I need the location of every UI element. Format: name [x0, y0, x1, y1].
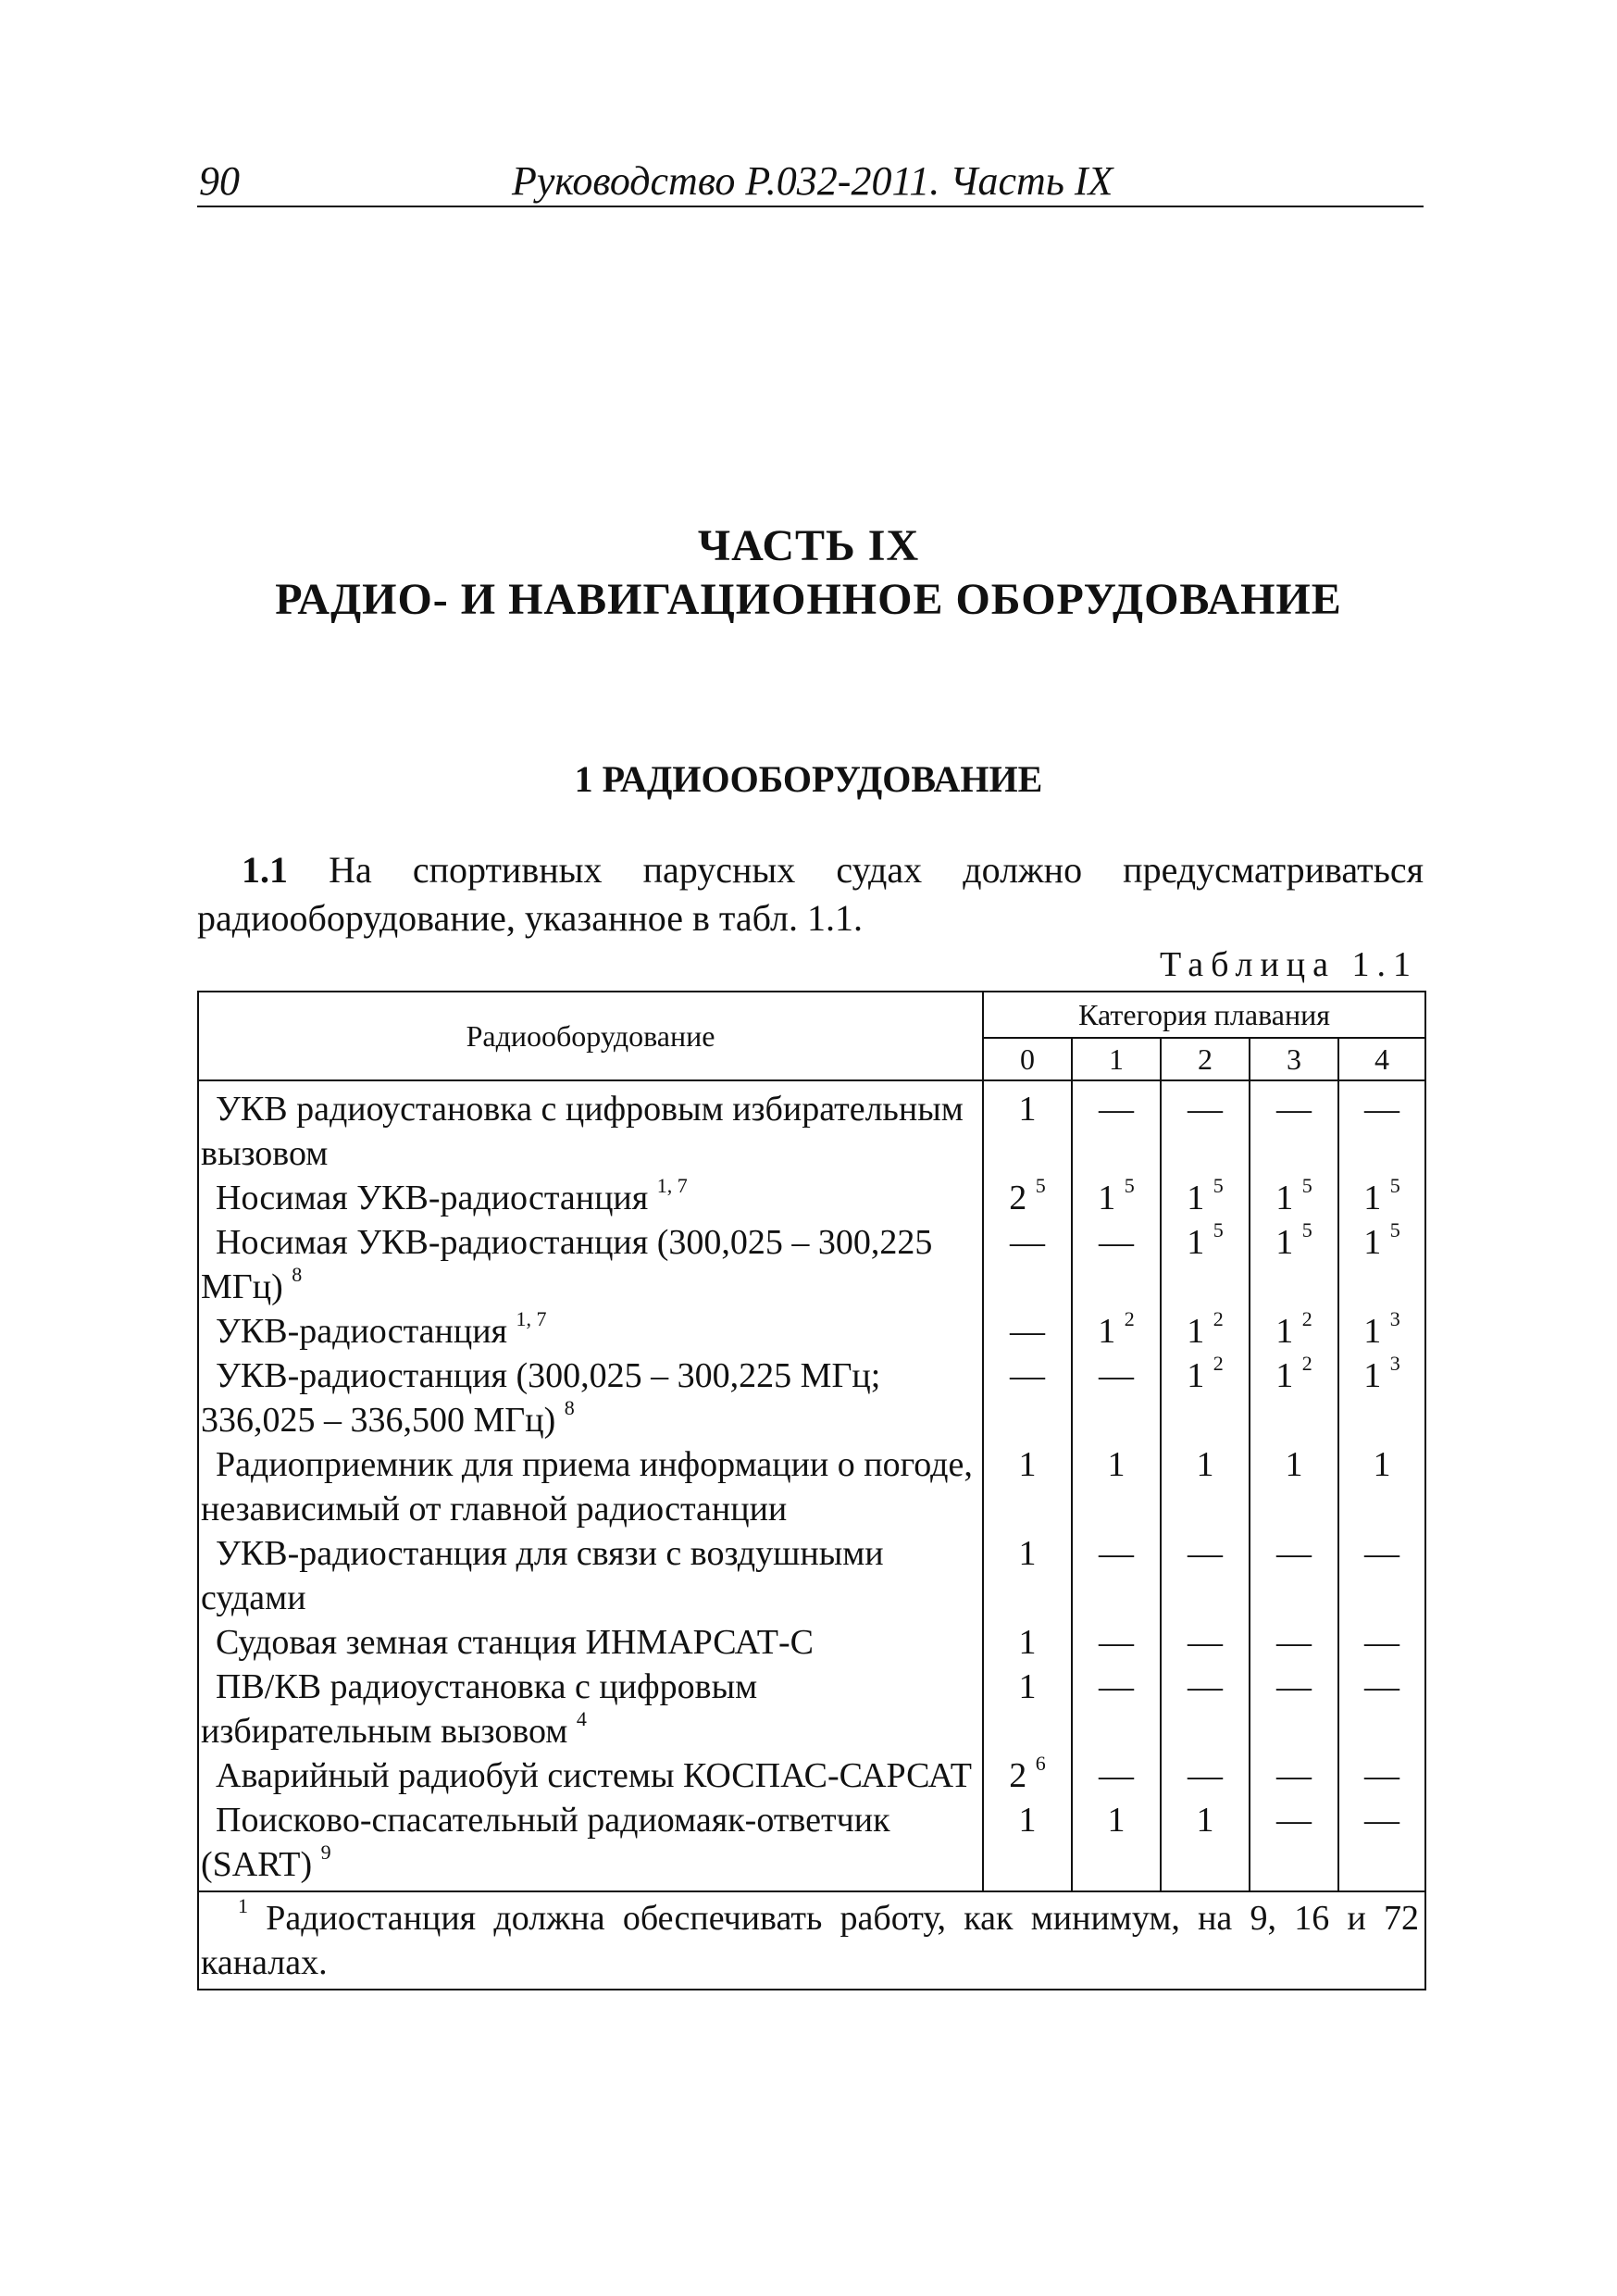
table-row — [198, 1354, 1425, 1442]
equipment-name: Радиоприемник для приема информации о погоде, независимый от главной радиостанции — [201, 1445, 973, 1529]
category-value-note-ref: 5 — [1213, 1174, 1224, 1198]
equipment-name: Поисково-спасательный радиомаяк-ответчик (SART) — [201, 1801, 890, 1884]
table-caption: Таблица 1.1 — [1159, 945, 1418, 984]
paragraph-text: На спортивных парусных судах должно предусматриваться радиооборудование, указанное в табл. 1.1. — [197, 849, 1424, 939]
equipment-name-cell — [198, 1354, 983, 1442]
category-value-cell — [1250, 1531, 1338, 1620]
category-value: 1 — [1018, 1667, 1037, 1706]
equipment-name: УКВ-радиостанция (300,025 – 300,225 МГц; 336,025 – 336,500 МГц) — [201, 1356, 881, 1440]
equipment-note-ref: 8 — [292, 1263, 303, 1287]
equipment-name-cell — [198, 1665, 983, 1753]
category-value-cell — [983, 1176, 1072, 1220]
category-value-note-ref: 5 — [1389, 1174, 1400, 1198]
table-row — [198, 1080, 1425, 1176]
category-value: — — [1099, 1223, 1134, 1262]
category-value: — — [1364, 1756, 1400, 1795]
running-title: Руководство Р.032-2011. Часть IX — [512, 158, 1113, 204]
category-value-cell — [983, 1354, 1072, 1442]
category-value: — — [1099, 1090, 1134, 1129]
category-value-cell — [1338, 1080, 1425, 1176]
category-value: — — [1010, 1312, 1045, 1351]
footnote-text: Радиостанция должна обеспечивать работу, как минимум, на 9, 16 и 72 каналах. — [201, 1899, 1420, 1982]
category-value-note-ref: 5 — [1213, 1218, 1224, 1242]
category-value-cell — [1072, 1665, 1161, 1753]
equipment-name-cell — [198, 1620, 983, 1665]
category-value-cell — [1250, 1309, 1338, 1354]
category-value: — — [1276, 1667, 1312, 1706]
table-row — [198, 1309, 1425, 1354]
paragraph-number: 1.1 — [242, 849, 288, 891]
category-value-note-ref: 6 — [1035, 1752, 1046, 1776]
table-row — [198, 1220, 1425, 1309]
category-value: 1 — [1275, 1356, 1294, 1395]
category-value: — — [1099, 1356, 1134, 1395]
category-value-cell — [1161, 1665, 1250, 1753]
category-value: — — [1099, 1534, 1134, 1573]
footnote-marker: 1 — [238, 1894, 248, 1918]
equipment-name-cell — [198, 1442, 983, 1531]
category-value: — — [1010, 1356, 1045, 1395]
category-header-cell: 2 — [1161, 1038, 1250, 1080]
category-value-cell — [1338, 1620, 1425, 1665]
table-footnote — [198, 1891, 1425, 1990]
category-value-cell — [983, 1753, 1072, 1798]
category-value: 1 — [1018, 1801, 1037, 1840]
category-value-cell — [1161, 1753, 1250, 1798]
category-value-cell — [983, 1620, 1072, 1665]
category-value: — — [1188, 1090, 1223, 1129]
equipment-note-ref: 1, 7 — [656, 1174, 688, 1198]
equipment-name: Носимая УКВ-радиостанция (300,025 – 300,225 МГц) — [201, 1223, 933, 1306]
category-value-cell — [1161, 1798, 1250, 1891]
radio-equipment-table — [197, 991, 1426, 1990]
table-row — [198, 1442, 1425, 1531]
category-value: 1 — [1187, 1223, 1205, 1262]
category-value: 1 — [1098, 1312, 1116, 1351]
category-value: — — [1099, 1623, 1134, 1662]
category-value-cell — [1250, 1620, 1338, 1665]
category-value-cell — [1072, 1753, 1161, 1798]
category-value: — — [1010, 1223, 1045, 1262]
category-value: 1 — [1275, 1179, 1294, 1217]
equipment-column-header: Радиооборудование — [198, 992, 983, 1080]
table-row — [198, 1753, 1425, 1798]
equipment-name-cell — [198, 1798, 983, 1891]
category-value: — — [1099, 1756, 1134, 1795]
category-value-cell — [1250, 1798, 1338, 1891]
category-value-note-ref: 5 — [1124, 1174, 1135, 1198]
category-value: — — [1188, 1534, 1223, 1573]
category-value-cell — [1161, 1620, 1250, 1665]
category-value-cell — [1338, 1442, 1425, 1531]
category-value-note-ref: 5 — [1301, 1174, 1312, 1198]
category-value: 1 — [1196, 1801, 1214, 1840]
category-value: 1 — [1018, 1090, 1037, 1129]
equipment-name-cell — [198, 1176, 983, 1220]
paragraph-1-1 — [197, 846, 1424, 942]
category-value-note-ref: 5 — [1301, 1218, 1312, 1242]
category-value-cell — [1338, 1220, 1425, 1309]
category-value-cell — [983, 1798, 1072, 1891]
table-row — [198, 1620, 1425, 1665]
category-value: 1 — [1285, 1445, 1303, 1484]
category-value-cell — [1338, 1354, 1425, 1442]
category-value-cell — [983, 1442, 1072, 1531]
equipment-note-ref: 8 — [564, 1396, 575, 1420]
category-value-cell — [1338, 1531, 1425, 1620]
category-value-cell — [1072, 1080, 1161, 1176]
category-value-cell — [1338, 1176, 1425, 1220]
equipment-name: УКВ-радиостанция для связи с воздушными судами — [201, 1534, 884, 1617]
table-row — [198, 1665, 1425, 1753]
category-value-cell — [1250, 1753, 1338, 1798]
category-value-cell — [1338, 1753, 1425, 1798]
category-value-cell — [1161, 1220, 1250, 1309]
category-value-cell — [1250, 1176, 1338, 1220]
category-value: — — [1099, 1667, 1134, 1706]
category-value-cell — [1072, 1798, 1161, 1891]
category-value-cell — [1161, 1176, 1250, 1220]
part-title: ЧАСТЬ IX — [697, 521, 920, 570]
equipment-name-cell — [198, 1080, 983, 1176]
category-value-note-ref: 2 — [1124, 1307, 1135, 1331]
category-value: 1 — [1107, 1801, 1126, 1840]
page-number: 90 — [199, 158, 240, 204]
category-value-note-ref: 3 — [1389, 1352, 1400, 1376]
category-value: — — [1276, 1090, 1312, 1129]
category-value-cell — [1072, 1354, 1161, 1442]
category-value-cell — [1161, 1531, 1250, 1620]
category-value-cell — [1338, 1665, 1425, 1753]
category-value: — — [1276, 1801, 1312, 1840]
category-value: — — [1276, 1756, 1312, 1795]
category-value-note-ref: 3 — [1389, 1307, 1400, 1331]
category-value: 1 — [1018, 1623, 1037, 1662]
category-value-cell — [1072, 1176, 1161, 1220]
category-header-cell: 1 — [1072, 1038, 1161, 1080]
category-value: — — [1364, 1534, 1400, 1573]
category-value-cell — [983, 1665, 1072, 1753]
category-value-cell — [983, 1531, 1072, 1620]
category-value: — — [1364, 1623, 1400, 1662]
category-value: 2 — [1009, 1756, 1027, 1795]
table-row — [198, 1798, 1425, 1891]
category-value: — — [1276, 1623, 1312, 1662]
equipment-name-cell — [198, 1531, 983, 1620]
category-value: 1 — [1363, 1312, 1382, 1351]
category-column-header: Категория плавания — [983, 992, 1425, 1038]
category-value-cell — [1250, 1442, 1338, 1531]
category-value-note-ref: 2 — [1301, 1352, 1312, 1376]
equipment-name: Носимая УКВ-радиостанция — [216, 1179, 649, 1217]
part-subtitle: РАДИО- И НАВИГАЦИОННОЕ ОБОРУДОВАНИЕ — [275, 575, 1342, 624]
category-value-note-ref: 2 — [1213, 1307, 1224, 1331]
category-value-cell — [1072, 1220, 1161, 1309]
category-value-cell — [1072, 1442, 1161, 1531]
equipment-name-cell — [198, 1753, 983, 1798]
equipment-name: Судовая земная станция ИНМАРСАТ-С — [216, 1623, 814, 1662]
category-value-cell — [1161, 1080, 1250, 1176]
section-title: 1 РАДИООБОРУДОВАНИЕ — [574, 758, 1043, 800]
equipment-name-cell — [198, 1220, 983, 1309]
category-value: 1 — [1363, 1223, 1382, 1262]
equipment-note-ref: 4 — [576, 1707, 587, 1731]
category-value-note-ref: 5 — [1389, 1218, 1400, 1242]
category-value: — — [1276, 1534, 1312, 1573]
category-value: 1 — [1363, 1356, 1382, 1395]
equipment-name: УКВ-радиостанция — [216, 1312, 508, 1351]
category-value-cell — [1161, 1354, 1250, 1442]
category-value-note-ref: 2 — [1213, 1352, 1224, 1376]
category-value-note-ref: 5 — [1035, 1174, 1046, 1198]
category-value: 2 — [1009, 1179, 1027, 1217]
category-value-cell — [1161, 1442, 1250, 1531]
category-value-cell — [1338, 1798, 1425, 1891]
category-value-cell — [1250, 1665, 1338, 1753]
running-header — [197, 148, 1424, 207]
category-value-cell — [1338, 1309, 1425, 1354]
category-value-cell — [1072, 1309, 1161, 1354]
category-value-note-ref: 2 — [1301, 1307, 1312, 1331]
category-value-cell — [1250, 1354, 1338, 1442]
category-value-cell — [1250, 1080, 1338, 1176]
category-value: 1 — [1373, 1445, 1391, 1484]
category-value: — — [1188, 1756, 1223, 1795]
category-value: — — [1364, 1667, 1400, 1706]
category-value: 1 — [1196, 1445, 1214, 1484]
category-value: — — [1188, 1623, 1223, 1662]
equipment-name: УКВ радиоустановка с цифровым избирательным вызовом — [201, 1090, 964, 1173]
category-value: 1 — [1187, 1312, 1205, 1351]
equipment-note-ref: 1, 7 — [516, 1307, 547, 1331]
category-value: 1 — [1098, 1179, 1116, 1217]
category-value-cell — [983, 1080, 1072, 1176]
category-header-cell: 4 — [1338, 1038, 1425, 1080]
category-value-cell — [1161, 1309, 1250, 1354]
category-value: 1 — [1187, 1179, 1205, 1217]
category-header-cell: 3 — [1250, 1038, 1338, 1080]
equipment-note-ref: 9 — [320, 1841, 331, 1865]
category-value: 1 — [1275, 1223, 1294, 1262]
equipment-name-cell — [198, 1309, 983, 1354]
category-value: 1 — [1363, 1179, 1382, 1217]
category-value-cell — [983, 1220, 1072, 1309]
table-row — [198, 1531, 1425, 1620]
category-value: — — [1364, 1090, 1400, 1129]
category-value: 1 — [1018, 1445, 1037, 1484]
category-value: 1 — [1187, 1356, 1205, 1395]
category-value-cell — [1250, 1220, 1338, 1309]
equipment-name: ПВ/КВ радиоустановка с цифровым избирательным вызовом — [201, 1667, 758, 1751]
equipment-name: Аварийный радиобуй системы КОСПАС-САРСАТ — [216, 1756, 972, 1795]
category-value-cell — [1072, 1620, 1161, 1665]
category-value: 1 — [1275, 1312, 1294, 1351]
category-header-cell: 0 — [983, 1038, 1072, 1080]
category-value-cell — [1072, 1531, 1161, 1620]
table-row — [198, 1176, 1425, 1220]
category-value: 1 — [1107, 1445, 1126, 1484]
category-value: — — [1188, 1667, 1223, 1706]
category-value-cell — [983, 1309, 1072, 1354]
category-value: — — [1364, 1801, 1400, 1840]
category-value: 1 — [1018, 1534, 1037, 1573]
